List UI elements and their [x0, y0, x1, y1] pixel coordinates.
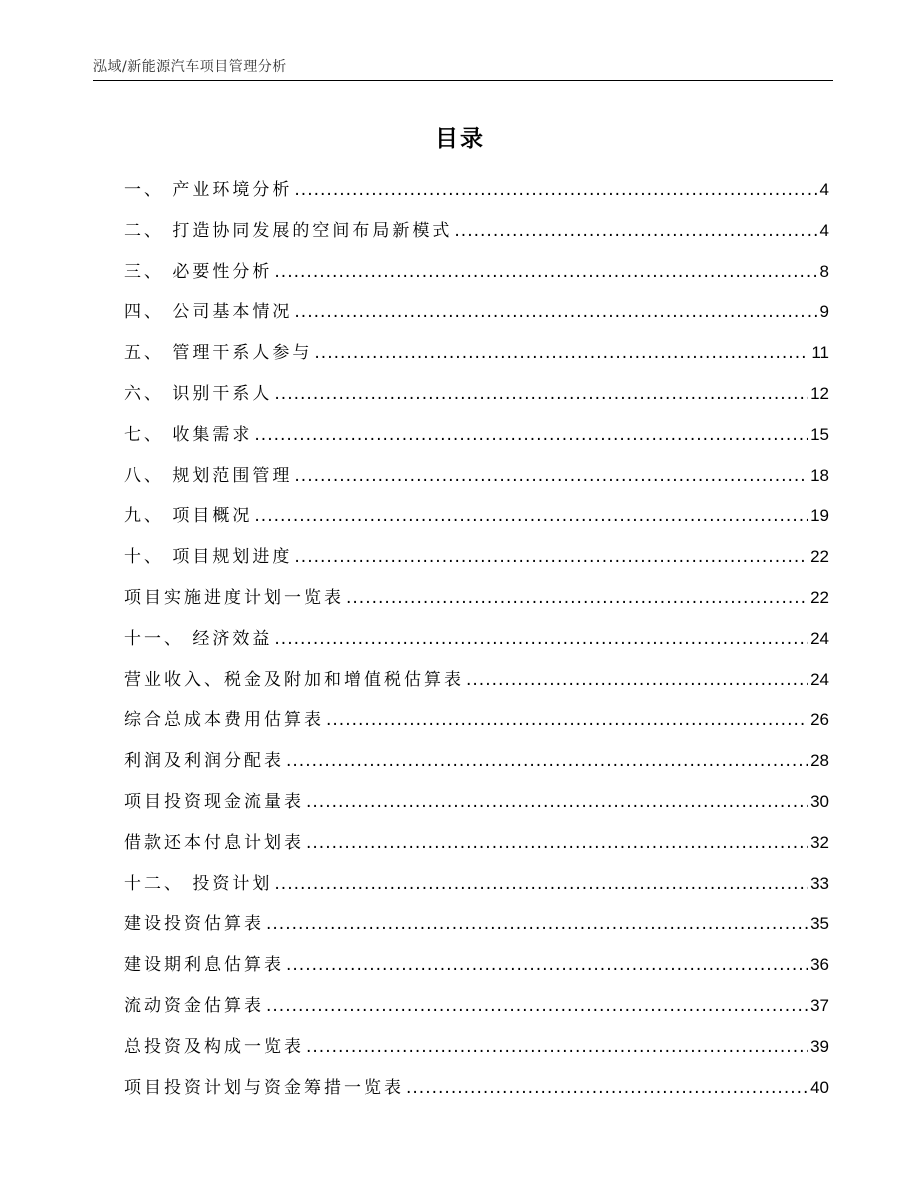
table-of-contents — [124, 170, 829, 1108]
toc-entry-page: 40 — [810, 1077, 829, 1097]
toc-entry[interactable] — [124, 904, 829, 945]
toc-entry-label: 七、 收集需求 — [124, 424, 253, 445]
toc-entry[interactable] — [124, 782, 829, 823]
toc-entry-page: 22 — [810, 587, 829, 607]
toc-entry[interactable] — [124, 1068, 829, 1109]
toc-entry-page: 22 — [810, 547, 829, 567]
toc-dot-leader — [306, 1027, 808, 1068]
toc-entry-page: 36 — [810, 955, 829, 975]
toc-entry-label: 六、 识别干系人 — [124, 383, 273, 404]
toc-entry-page: 32 — [810, 832, 829, 852]
toc-entry-page: 11 — [811, 343, 829, 363]
toc-entry-label: 九、 项目概况 — [124, 506, 253, 527]
toc-entry-page: 26 — [810, 710, 829, 730]
toc-dot-leader — [286, 945, 808, 986]
toc-dot-leader — [286, 741, 808, 782]
toc-dot-leader — [254, 415, 808, 456]
toc-entry-page: 15 — [810, 424, 829, 444]
toc-entry[interactable] — [124, 170, 829, 211]
toc-entry-page: 37 — [810, 995, 829, 1015]
toc-entry[interactable] — [124, 496, 829, 537]
toc-entry-page: 33 — [810, 873, 829, 893]
toc-entry-label: 建设投资估算表 — [124, 914, 264, 935]
toc-title: 目录 — [435, 126, 485, 152]
toc-entry-label: 营业收入、税金及附加和增值税估算表 — [124, 669, 464, 690]
toc-entry[interactable] — [124, 374, 829, 415]
toc-entry-label: 建设期利息估算表 — [124, 955, 284, 976]
toc-dot-leader — [346, 578, 808, 619]
toc-entry-page: 24 — [810, 628, 829, 648]
toc-entry-page: 4 — [819, 180, 829, 199]
toc-entry-label: 项目实施进度计划一览表 — [124, 587, 344, 608]
toc-dot-leader — [466, 660, 808, 701]
toc-entry[interactable] — [124, 1027, 829, 1068]
toc-entry[interactable] — [124, 537, 829, 578]
toc-entry-page: 12 — [810, 383, 829, 403]
toc-entry[interactable] — [124, 578, 829, 619]
toc-entry-page: 35 — [810, 914, 829, 934]
toc-dot-leader — [314, 333, 809, 374]
toc-entry-page: 24 — [810, 669, 829, 689]
toc-entry-label: 二、 打造协同发展的空间布局新模式 — [124, 220, 453, 241]
toc-entry[interactable] — [124, 292, 829, 333]
toc-entry-label: 八、 规划范围管理 — [124, 465, 293, 486]
toc-entry-label: 十二、 投资计划 — [124, 873, 273, 894]
toc-dot-leader — [326, 700, 808, 741]
toc-entry-label: 五、 管理干系人参与 — [124, 343, 313, 364]
toc-entry-label: 借款还本付息计划表 — [124, 832, 304, 853]
toc-dot-leader — [254, 496, 808, 537]
toc-entry-page: 4 — [819, 220, 829, 240]
toc-dot-leader — [266, 986, 808, 1027]
toc-entry[interactable] — [124, 986, 829, 1027]
toc-entry-label: 三、 必要性分析 — [124, 261, 273, 282]
toc-entry[interactable] — [124, 864, 829, 905]
toc-entry-label: 十、 项目规划进度 — [124, 547, 293, 568]
toc-entry-page: 39 — [810, 1036, 829, 1056]
toc-dot-leader — [306, 823, 808, 864]
toc-entry-page: 18 — [810, 465, 829, 485]
toc-entry-label: 综合总成本费用估算表 — [124, 710, 324, 731]
toc-entry-label: 总投资及构成一览表 — [124, 1036, 304, 1057]
toc-entry-page: 9 — [819, 302, 829, 322]
toc-entry[interactable] — [124, 660, 829, 701]
header-text: 泓域/新能源汽车项目管理分析 — [93, 59, 287, 75]
toc-dot-leader — [294, 456, 808, 497]
toc-entry-label: 一、 产业环境分析 — [124, 180, 293, 200]
toc-dot-leader — [294, 292, 817, 333]
toc-entry-label: 十一、 经济效益 — [124, 628, 273, 649]
toc-entry-page: 30 — [810, 791, 829, 811]
toc-dot-leader — [294, 170, 817, 211]
toc-entry[interactable] — [124, 211, 829, 252]
toc-dot-leader — [274, 864, 808, 905]
toc-entry[interactable] — [124, 456, 829, 497]
toc-dot-leader — [454, 211, 817, 252]
toc-entry-label: 项目投资计划与资金筹措一览表 — [124, 1077, 404, 1098]
toc-entry[interactable] — [124, 823, 829, 864]
toc-dot-leader — [306, 782, 808, 823]
toc-entry-label: 四、 公司基本情况 — [124, 302, 293, 323]
toc-dot-leader — [274, 252, 817, 293]
toc-dot-leader — [274, 619, 808, 660]
toc-dot-leader — [406, 1068, 808, 1109]
toc-entry[interactable] — [124, 700, 829, 741]
toc-entry[interactable] — [124, 415, 829, 456]
toc-entry[interactable] — [124, 741, 829, 782]
toc-dot-leader — [294, 537, 808, 578]
toc-entry-page: 8 — [819, 261, 829, 281]
toc-entry[interactable] — [124, 333, 829, 374]
toc-dot-leader — [274, 374, 808, 415]
toc-entry-label: 流动资金估算表 — [124, 995, 264, 1016]
toc-entry-label: 项目投资现金流量表 — [124, 791, 304, 812]
toc-entry-page: 28 — [810, 751, 829, 771]
toc-entry[interactable] — [124, 252, 829, 293]
toc-entry-page: 19 — [810, 506, 829, 526]
toc-entry[interactable] — [124, 619, 829, 660]
page-header — [93, 50, 833, 81]
toc-entry-label: 利润及利润分配表 — [124, 751, 284, 772]
toc-dot-leader — [266, 904, 808, 945]
toc-entry[interactable] — [124, 945, 829, 986]
